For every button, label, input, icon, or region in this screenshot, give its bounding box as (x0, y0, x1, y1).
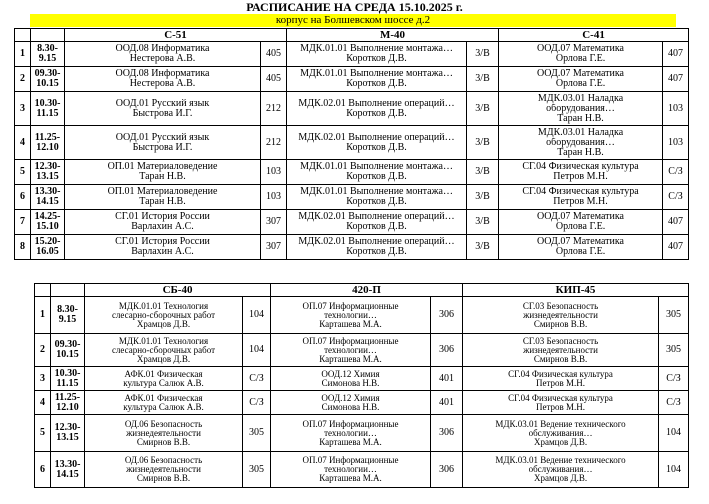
lesson-room: 401 (431, 391, 463, 415)
lesson-subject (499, 185, 663, 210)
lesson-subject-line: ООД.07 Математика (537, 44, 624, 54)
lesson-room: 307 (261, 210, 287, 235)
lesson-subject (271, 391, 431, 415)
lesson-subject (271, 415, 431, 452)
lesson-room: 401 (431, 367, 463, 391)
table-row (15, 185, 689, 210)
lesson-room: 104 (659, 415, 689, 452)
lesson-subject-line: Орлова Г.Е. (555, 247, 606, 257)
lesson-subject-line: Петров М.Н. (536, 378, 586, 388)
lesson-subject (499, 67, 663, 92)
lesson-subject (271, 367, 431, 391)
lesson-number: 6 (35, 452, 51, 488)
lesson-time-line: 11.15 (56, 378, 79, 389)
lesson-room: 212 (261, 92, 287, 126)
lesson-subject-line: Таран Н.В. (557, 147, 604, 158)
lesson-subject-line: МДК.01.01 Выполнение монтажа… (300, 44, 453, 54)
lesson-time-line: 14.15 (36, 197, 59, 207)
group-header: М-40 (287, 29, 499, 42)
lesson-subject-line: Смирнов В.В. (136, 474, 191, 483)
lesson-subject-line: жизнедеятельности (523, 345, 598, 355)
lesson-subject-line: Смирнов В.В. (533, 354, 588, 364)
lesson-room: 305 (243, 452, 271, 488)
lesson-room: 306 (431, 297, 463, 334)
lesson-subject-line: ОП.07 Информационные (302, 419, 399, 429)
lesson-room: 3/В (467, 92, 499, 126)
lesson-subject (287, 235, 467, 260)
lesson-subject (499, 42, 663, 67)
lesson-subject-line: Варлахин А.С. (131, 222, 194, 232)
lesson-number: 2 (15, 67, 31, 92)
lesson-subject (65, 185, 261, 210)
lesson-subject (271, 334, 431, 367)
lesson-room: 3/В (467, 235, 499, 260)
table-row (35, 415, 689, 452)
lesson-time (51, 391, 85, 415)
lesson-subject-line: Коротков Д.В. (346, 172, 407, 182)
lesson-time-line: 8.30- (57, 305, 78, 315)
lesson-subject-line: СГ.04 Физическая культура (508, 393, 613, 403)
table-row (35, 391, 689, 415)
lesson-room: 307 (261, 235, 287, 260)
lesson-subject (85, 297, 243, 334)
lesson-subject (287, 67, 467, 92)
lesson-time (31, 160, 65, 185)
lesson-room: С/З (663, 185, 689, 210)
lesson-time-line: 14.25- (34, 212, 61, 222)
lesson-subject-line: СГ.04 Физическая культура (508, 369, 613, 379)
lesson-subject-line: ООД.08 Информатика (115, 44, 210, 54)
schedule-table-1 (14, 28, 689, 260)
lesson-subject (463, 452, 659, 488)
lesson-subject-line: технологии… (324, 310, 377, 320)
lesson-subject-line: СГ.04 Физическая культура (522, 162, 639, 172)
lesson-subject-line: ООД.01 Русский язык (115, 132, 210, 143)
lesson-room: 405 (261, 42, 287, 67)
lesson-subject-line: Таран Н.В. (139, 197, 186, 207)
lesson-subject (287, 185, 467, 210)
lesson-room: С/З (243, 367, 271, 391)
lesson-subject-line: ОД.06 Безопасность (124, 419, 203, 429)
table-row (15, 42, 689, 67)
group-header: 420-П (271, 284, 463, 297)
lesson-subject (85, 391, 243, 415)
lesson-subject-line: МДК.02.01 Выполнение операций… (298, 98, 455, 109)
lesson-subject-line: ОД.06 Безопасность (124, 456, 203, 465)
lesson-subject-line: СГ.03 Безопасность (522, 336, 599, 346)
group-header: С-41 (499, 29, 689, 42)
lesson-time (31, 210, 65, 235)
lesson-subject-line: Таран Н.В. (139, 172, 186, 182)
lesson-time-line: 10.15 (36, 79, 59, 89)
lesson-number: 5 (15, 160, 31, 185)
lesson-room: 104 (659, 452, 689, 488)
lesson-subject-line: Петров М.Н. (553, 197, 608, 207)
lesson-subject-line: технологии… (324, 428, 377, 438)
lesson-time-line: 12.10 (56, 402, 79, 413)
lesson-time-line: 10.30- (54, 368, 81, 379)
lesson-subject-line: культура Салюк А.В. (123, 378, 204, 388)
lesson-subject-line: СГ.01 История России (115, 237, 210, 247)
lesson-subject-line: МДК.03.01 Ведение технического (495, 419, 626, 429)
lesson-subject (271, 452, 431, 488)
lesson-room: 305 (659, 297, 689, 334)
table-row (15, 235, 689, 260)
lesson-number: 3 (35, 367, 51, 391)
lesson-room: С/З (659, 367, 689, 391)
lesson-time-line: 9.15 (38, 54, 57, 64)
lesson-time-line: 11.25- (54, 392, 81, 403)
lesson-subject-line: МДК.02.01 Выполнение операций… (298, 212, 455, 222)
lesson-time-line: 13.30- (34, 187, 61, 197)
lesson-subject-line: Смирнов В.В. (533, 319, 588, 329)
lesson-subject-line: МДК.01.01 Технология (118, 301, 209, 311)
lesson-subject (499, 210, 663, 235)
lesson-room: 103 (663, 126, 689, 160)
lesson-subject-line: ОП.01 Материаловедение (107, 187, 218, 197)
lesson-subject-line: Коротков Д.В. (346, 247, 407, 257)
lesson-subject-line: технологии… (324, 465, 377, 474)
lesson-subject-line: Коротков Д.В. (346, 197, 407, 207)
lesson-subject-line: культура Салюк А.В. (123, 402, 204, 412)
lesson-subject-line: Таран Н.В. (557, 113, 604, 124)
lesson-number: 3 (15, 92, 31, 126)
lesson-subject-line: СГ.03 Безопасность (522, 301, 599, 311)
lesson-time-line: 11.15 (36, 108, 59, 119)
page-title: РАСПИСАНИЕ НА СРЕДА 15.10.2025 г. (246, 0, 463, 14)
lesson-subject-line: ООД.12 Химия (321, 393, 380, 403)
lesson-time (51, 297, 85, 334)
lesson-subject (499, 92, 663, 126)
lesson-subject-line: Смирнов В.В. (136, 437, 191, 447)
lesson-time-line: 8.30- (37, 44, 58, 54)
lesson-room: 407 (663, 67, 689, 92)
lesson-time (31, 67, 65, 92)
lesson-subject-line: МДК.01.01 Выполнение монтажа… (300, 69, 453, 79)
lesson-time-line: 13.30- (54, 459, 81, 470)
lesson-room: С/З (243, 391, 271, 415)
lesson-subject (499, 235, 663, 260)
lesson-subject-line: ООД.01 Русский язык (115, 98, 210, 109)
lesson-subject (499, 126, 663, 160)
lesson-subject-line: Храмцов Д.В. (136, 354, 191, 364)
lesson-subject (463, 297, 659, 334)
lesson-subject-line: МДК.03.01 Наладка (537, 93, 624, 104)
lesson-subject-line: ООД.08 Информатика (115, 69, 210, 79)
lesson-subject-line: Орлова Г.Е. (555, 222, 606, 232)
lesson-room: 3/В (467, 185, 499, 210)
lesson-number: 7 (15, 210, 31, 235)
lesson-subject-line: Храмцов Д.В. (533, 437, 588, 447)
lesson-number: 6 (15, 185, 31, 210)
lesson-subject (287, 126, 467, 160)
lesson-number: 1 (35, 297, 51, 334)
lesson-time (51, 334, 85, 367)
lesson-subject (463, 391, 659, 415)
lesson-subject (287, 160, 467, 185)
lesson-time-line: 15.10 (36, 222, 59, 232)
lesson-subject-line: ОП.07 Информационные (302, 336, 399, 346)
lesson-subject (271, 297, 431, 334)
group-header: КИП-45 (463, 284, 689, 297)
lesson-subject-line: Коротков Д.В. (346, 108, 407, 119)
lesson-subject (85, 452, 243, 488)
lesson-subject (499, 160, 663, 185)
lesson-room: С/З (663, 160, 689, 185)
lesson-room: 405 (261, 67, 287, 92)
lesson-time (51, 452, 85, 488)
lesson-time (51, 415, 85, 452)
lesson-subject (65, 210, 261, 235)
lesson-subject-line: МДК.02.01 Выполнение операций… (298, 237, 455, 247)
lesson-subject-line: Коротков Д.В. (346, 142, 407, 153)
lesson-subject (65, 67, 261, 92)
lesson-room: С/З (659, 391, 689, 415)
lesson-room: 306 (431, 334, 463, 367)
lesson-subject-line: Орлова Г.Е. (555, 54, 606, 64)
lesson-subject-line: ООД.07 Математика (537, 237, 624, 247)
lesson-subject-line: Коротков Д.В. (346, 79, 407, 89)
lesson-subject (287, 42, 467, 67)
lesson-room: 104 (243, 297, 271, 334)
table-row (15, 160, 689, 185)
lesson-subject-line: жизнедеятельности (523, 310, 598, 320)
lesson-room: 407 (663, 42, 689, 67)
lesson-room: 3/В (467, 126, 499, 160)
lesson-subject-line: Орлова Г.Е. (555, 79, 606, 89)
lesson-time (31, 235, 65, 260)
lesson-time-line: 09.30- (54, 340, 81, 350)
lesson-subject-line: Петров М.Н. (536, 402, 586, 412)
group-header: С-51 (65, 29, 287, 42)
lesson-time-line: 12.10 (36, 142, 59, 153)
lesson-subject-line: Быстрова И.Г. (132, 108, 193, 119)
lesson-time-line: 9.15 (58, 315, 77, 325)
lesson-subject-line: Карташева М.А. (319, 354, 382, 364)
lesson-subject-line: слесарно-сборочных работ (111, 345, 216, 355)
lesson-subject-line: ОП.07 Информационные (302, 301, 399, 311)
lesson-subject-line: оборудования… (546, 137, 615, 148)
lesson-number: 8 (15, 235, 31, 260)
table-row (15, 67, 689, 92)
lesson-subject-line: Храмцов Д.В. (136, 319, 191, 329)
lesson-time-line: 11.25- (34, 132, 61, 143)
lesson-subject-line: ОП.07 Информационные (302, 456, 399, 465)
lesson-subject-line: Симонова Н.В. (321, 378, 380, 388)
lesson-time-line: 10.30- (34, 98, 61, 109)
lesson-room: 103 (663, 92, 689, 126)
lesson-subject-line: ОП.01 Материаловедение (107, 162, 218, 172)
lesson-subject-line: оборудования… (546, 103, 615, 114)
lesson-subject (65, 160, 261, 185)
group-header-row (35, 284, 689, 297)
table-row (35, 334, 689, 367)
lesson-time (51, 367, 85, 391)
table-row (35, 452, 689, 488)
lesson-subject-line: жизнедеятельности (126, 465, 201, 474)
lesson-subject (85, 367, 243, 391)
lesson-subject-line: Нестерова А.В. (129, 79, 196, 89)
lesson-time-line: 15.20- (34, 237, 61, 247)
lesson-subject-line: жизнедеятельности (126, 428, 201, 438)
lesson-subject-line: МДК.03.01 Наладка (537, 127, 624, 138)
lesson-room: 103 (261, 185, 287, 210)
schedule-table-2 (34, 283, 689, 488)
lesson-room: 306 (431, 415, 463, 452)
lesson-room: 407 (663, 210, 689, 235)
table-row (15, 210, 689, 235)
lesson-subject-line: Симонова Н.В. (321, 402, 380, 412)
lesson-number: 2 (35, 334, 51, 367)
lesson-time (31, 92, 65, 126)
lesson-subject-line: ООД.07 Математика (537, 212, 624, 222)
lesson-time-line: 12.30- (54, 423, 81, 433)
lesson-room: 3/В (467, 67, 499, 92)
lesson-subject-line: ООД.12 Химия (321, 369, 380, 379)
lesson-subject-line: СГ.01 История России (115, 212, 210, 222)
lesson-subject (287, 92, 467, 126)
lesson-room: 407 (663, 235, 689, 260)
lesson-time-line: 13.15 (36, 172, 59, 182)
lesson-number: 4 (35, 391, 51, 415)
lesson-subject-line: Варлахин А.С. (131, 247, 194, 257)
lesson-subject-line: ООД.07 Математика (537, 69, 624, 79)
lesson-room: 104 (243, 334, 271, 367)
lesson-subject-line: МДК.03.01 Ведение технического (495, 456, 626, 465)
lesson-subject (85, 415, 243, 452)
lesson-subject-line: Быстрова И.Г. (132, 142, 193, 153)
lesson-subject (65, 92, 261, 126)
lesson-time-line: 13.15 (56, 433, 79, 443)
group-header-row (15, 29, 689, 42)
lesson-room: 3/В (467, 42, 499, 67)
lesson-subject (65, 235, 261, 260)
lesson-subject (65, 126, 261, 160)
lesson-room: 305 (243, 415, 271, 452)
lesson-subject-line: обслуживания… (528, 428, 593, 438)
lesson-subject-line: Нестерова А.В. (129, 54, 196, 64)
lesson-room: 306 (431, 452, 463, 488)
lesson-time-line: 09.30- (34, 69, 61, 79)
table-row (35, 367, 689, 391)
lesson-number: 4 (15, 126, 31, 160)
lesson-room: 3/В (467, 160, 499, 185)
lesson-subject-line: Коротков Д.В. (346, 54, 407, 64)
lesson-subject (463, 415, 659, 452)
group-header: СБ-40 (85, 284, 271, 297)
lesson-subject-line: Карташева М.А. (319, 437, 382, 447)
lesson-subject (65, 42, 261, 67)
lesson-subject-line: МДК.01.01 Выполнение монтажа… (300, 187, 453, 197)
building-subtitle: корпус на Болшевском шоссе д.2 (30, 14, 676, 27)
lesson-room: 305 (659, 334, 689, 367)
lesson-time (31, 126, 65, 160)
lesson-subject-line: Коротков Д.В. (346, 222, 407, 232)
lesson-time-line: 14.15 (56, 469, 79, 480)
lesson-time (31, 42, 65, 67)
lesson-subject-line: МДК.01.01 Технология (118, 336, 209, 346)
lesson-subject (85, 334, 243, 367)
lesson-time-line: 16.05 (36, 247, 59, 257)
lesson-subject-line: обслуживания… (528, 465, 593, 474)
lesson-time (31, 185, 65, 210)
lesson-subject-line: МДК.01.01 Выполнение монтажа… (300, 162, 453, 172)
lesson-subject-line: слесарно-сборочных работ (111, 310, 216, 320)
lesson-subject-line: МДК.02.01 Выполнение операций… (298, 132, 455, 143)
lesson-time-line: 12.30- (34, 162, 61, 172)
lesson-subject (287, 210, 467, 235)
lesson-subject (463, 334, 659, 367)
lesson-subject-line: Карташева М.А. (319, 319, 382, 329)
lesson-subject-line: СГ.04 Физическая культура (522, 187, 639, 197)
lesson-number: 5 (35, 415, 51, 452)
lesson-subject (463, 367, 659, 391)
lesson-subject-line: Храмцов Д.В. (533, 474, 588, 483)
lesson-time-line: 10.15 (56, 350, 79, 360)
lesson-room: 212 (261, 126, 287, 160)
table-row (35, 297, 689, 334)
lesson-room: 3/В (467, 210, 499, 235)
table-row (15, 126, 689, 160)
lesson-room: 103 (261, 160, 287, 185)
lesson-subject-line: Карташева М.А. (319, 474, 382, 483)
lesson-subject-line: АФК.01 Физическая (124, 393, 203, 403)
table-row (15, 92, 689, 126)
lesson-subject-line: АФК.01 Физическая (124, 369, 203, 379)
lesson-subject-line: Петров М.Н. (553, 172, 608, 182)
lesson-subject-line: технологии… (324, 345, 377, 355)
lesson-number: 1 (15, 42, 31, 67)
